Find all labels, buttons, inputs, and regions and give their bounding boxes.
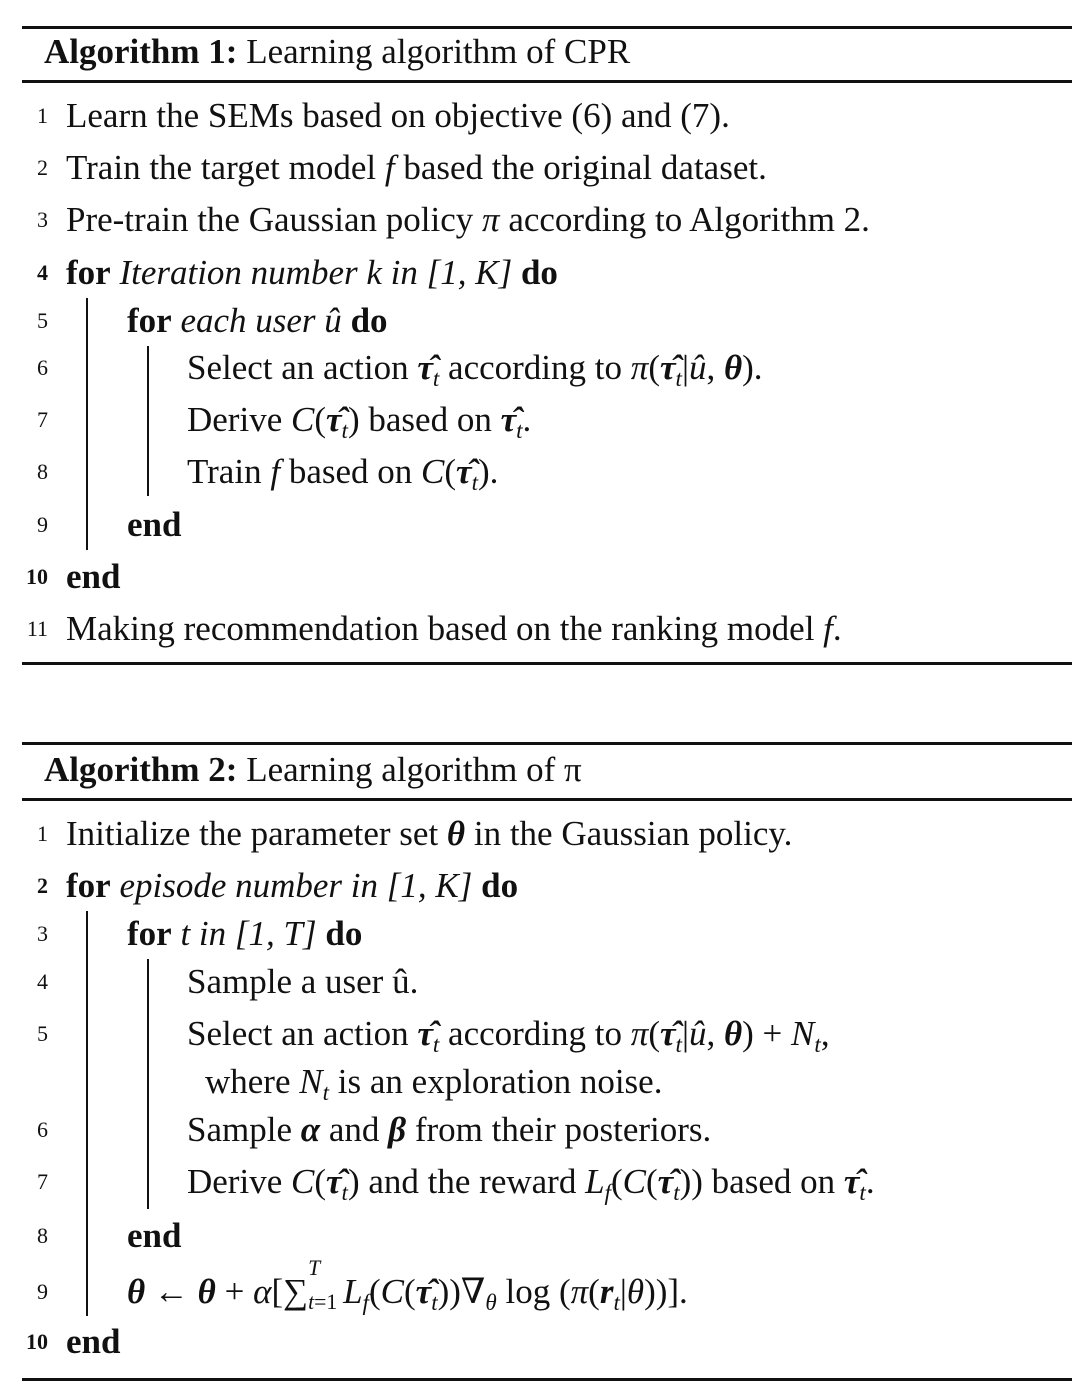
line-number: 9	[37, 1279, 48, 1304]
line-number: 8	[37, 1223, 48, 1248]
line-number: 3	[37, 921, 48, 946]
line-text: Train f based on $C(\taû_t)$.	[187, 452, 499, 495]
algorithm-2	[22, 0, 1072, 1396]
line-number: 7	[37, 1169, 48, 1194]
algorithm-2-top-rule	[22, 742, 1072, 745]
line-text: end	[127, 505, 182, 544]
line-number: 10	[26, 1329, 48, 1354]
line-text: for episode number in [1, K] do	[66, 866, 519, 905]
line-number: 3	[37, 207, 48, 232]
line-text: θ ← θ + α[∑ T t=1 $L_f(C(\taû_t))\nabla_\theta$ $\log (\pi(r_t|\theta))$].	[127, 1256, 688, 1315]
line-text: Sample α and β from their posteriors.	[187, 1110, 712, 1149]
line-text: Train the target model f based the original dataset.	[66, 148, 767, 187]
line-text: Pre-train the Gaussian policy π according to Algorithm 2.	[66, 200, 870, 239]
line-text: Initialize the parameter set θ in the Gaussian policy.	[66, 814, 793, 853]
line-text: end	[66, 1322, 121, 1361]
line-number: 6	[37, 355, 48, 380]
algorithm-2-label: Algorithm 2:	[44, 750, 238, 789]
line-text: end	[127, 1216, 182, 1255]
line-text: Making recommendation based on the ranking model f.	[66, 609, 842, 648]
algorithm-1-label: Algorithm 1:	[44, 32, 238, 71]
line-number: 7	[37, 407, 48, 432]
for-loop-bar	[86, 911, 88, 1316]
line-text: for each user û do	[127, 301, 388, 340]
line-text: end	[66, 557, 121, 596]
line-text: for Iteration number k in [1, K] do	[66, 253, 558, 292]
algorithm-1-caption: Learning algorithm of CPR	[246, 32, 631, 71]
algorithm-2-title-rule	[22, 798, 1072, 801]
line-number: 2	[37, 155, 48, 180]
line-text: Sample a user û.	[187, 962, 419, 1001]
line-number: 4	[37, 260, 48, 285]
line-number: 9	[37, 512, 48, 537]
line-number: 5	[37, 308, 48, 333]
line-number: 1	[37, 103, 48, 128]
line-text: Select an action $\taû_t$ according to $\pi(\taû_t|û$, θ).	[187, 348, 763, 391]
algorithm-2-caption: Learning algorithm of π	[246, 750, 582, 789]
algorithm-2-bottom-rule	[22, 1378, 1072, 1381]
line-number: 4	[37, 969, 48, 994]
line-number: 1	[37, 821, 48, 846]
line-text: Learn the SEMs based on objective (6) and (7).	[66, 96, 730, 135]
line-text: Derive $C(\taû_t)$ based on $\taû_t$.	[187, 400, 532, 443]
algorithm-2-title	[44, 750, 582, 790]
line-text: Derive $C(\taû_t)$ and the reward $L_f(C(\taû_t))$ based on $\taû_t$.	[187, 1162, 875, 1205]
line-number: 10	[26, 564, 48, 589]
line-text: Select an action $\taû_t$ according to $\pi(\taû_t|û$, $\theta) + N_t$,	[187, 1014, 830, 1057]
line-number: 8	[37, 459, 48, 484]
line-number: 11	[26, 616, 48, 641]
line-number: 6	[37, 1117, 48, 1142]
line-number: 2	[37, 873, 48, 898]
line-text: for t in [1, T] do	[127, 914, 363, 953]
line-text: where $N_t$ is an exploration noise.	[205, 1062, 663, 1105]
line-number: 5	[37, 1021, 48, 1046]
inner-for-loop-bar	[147, 959, 149, 1209]
